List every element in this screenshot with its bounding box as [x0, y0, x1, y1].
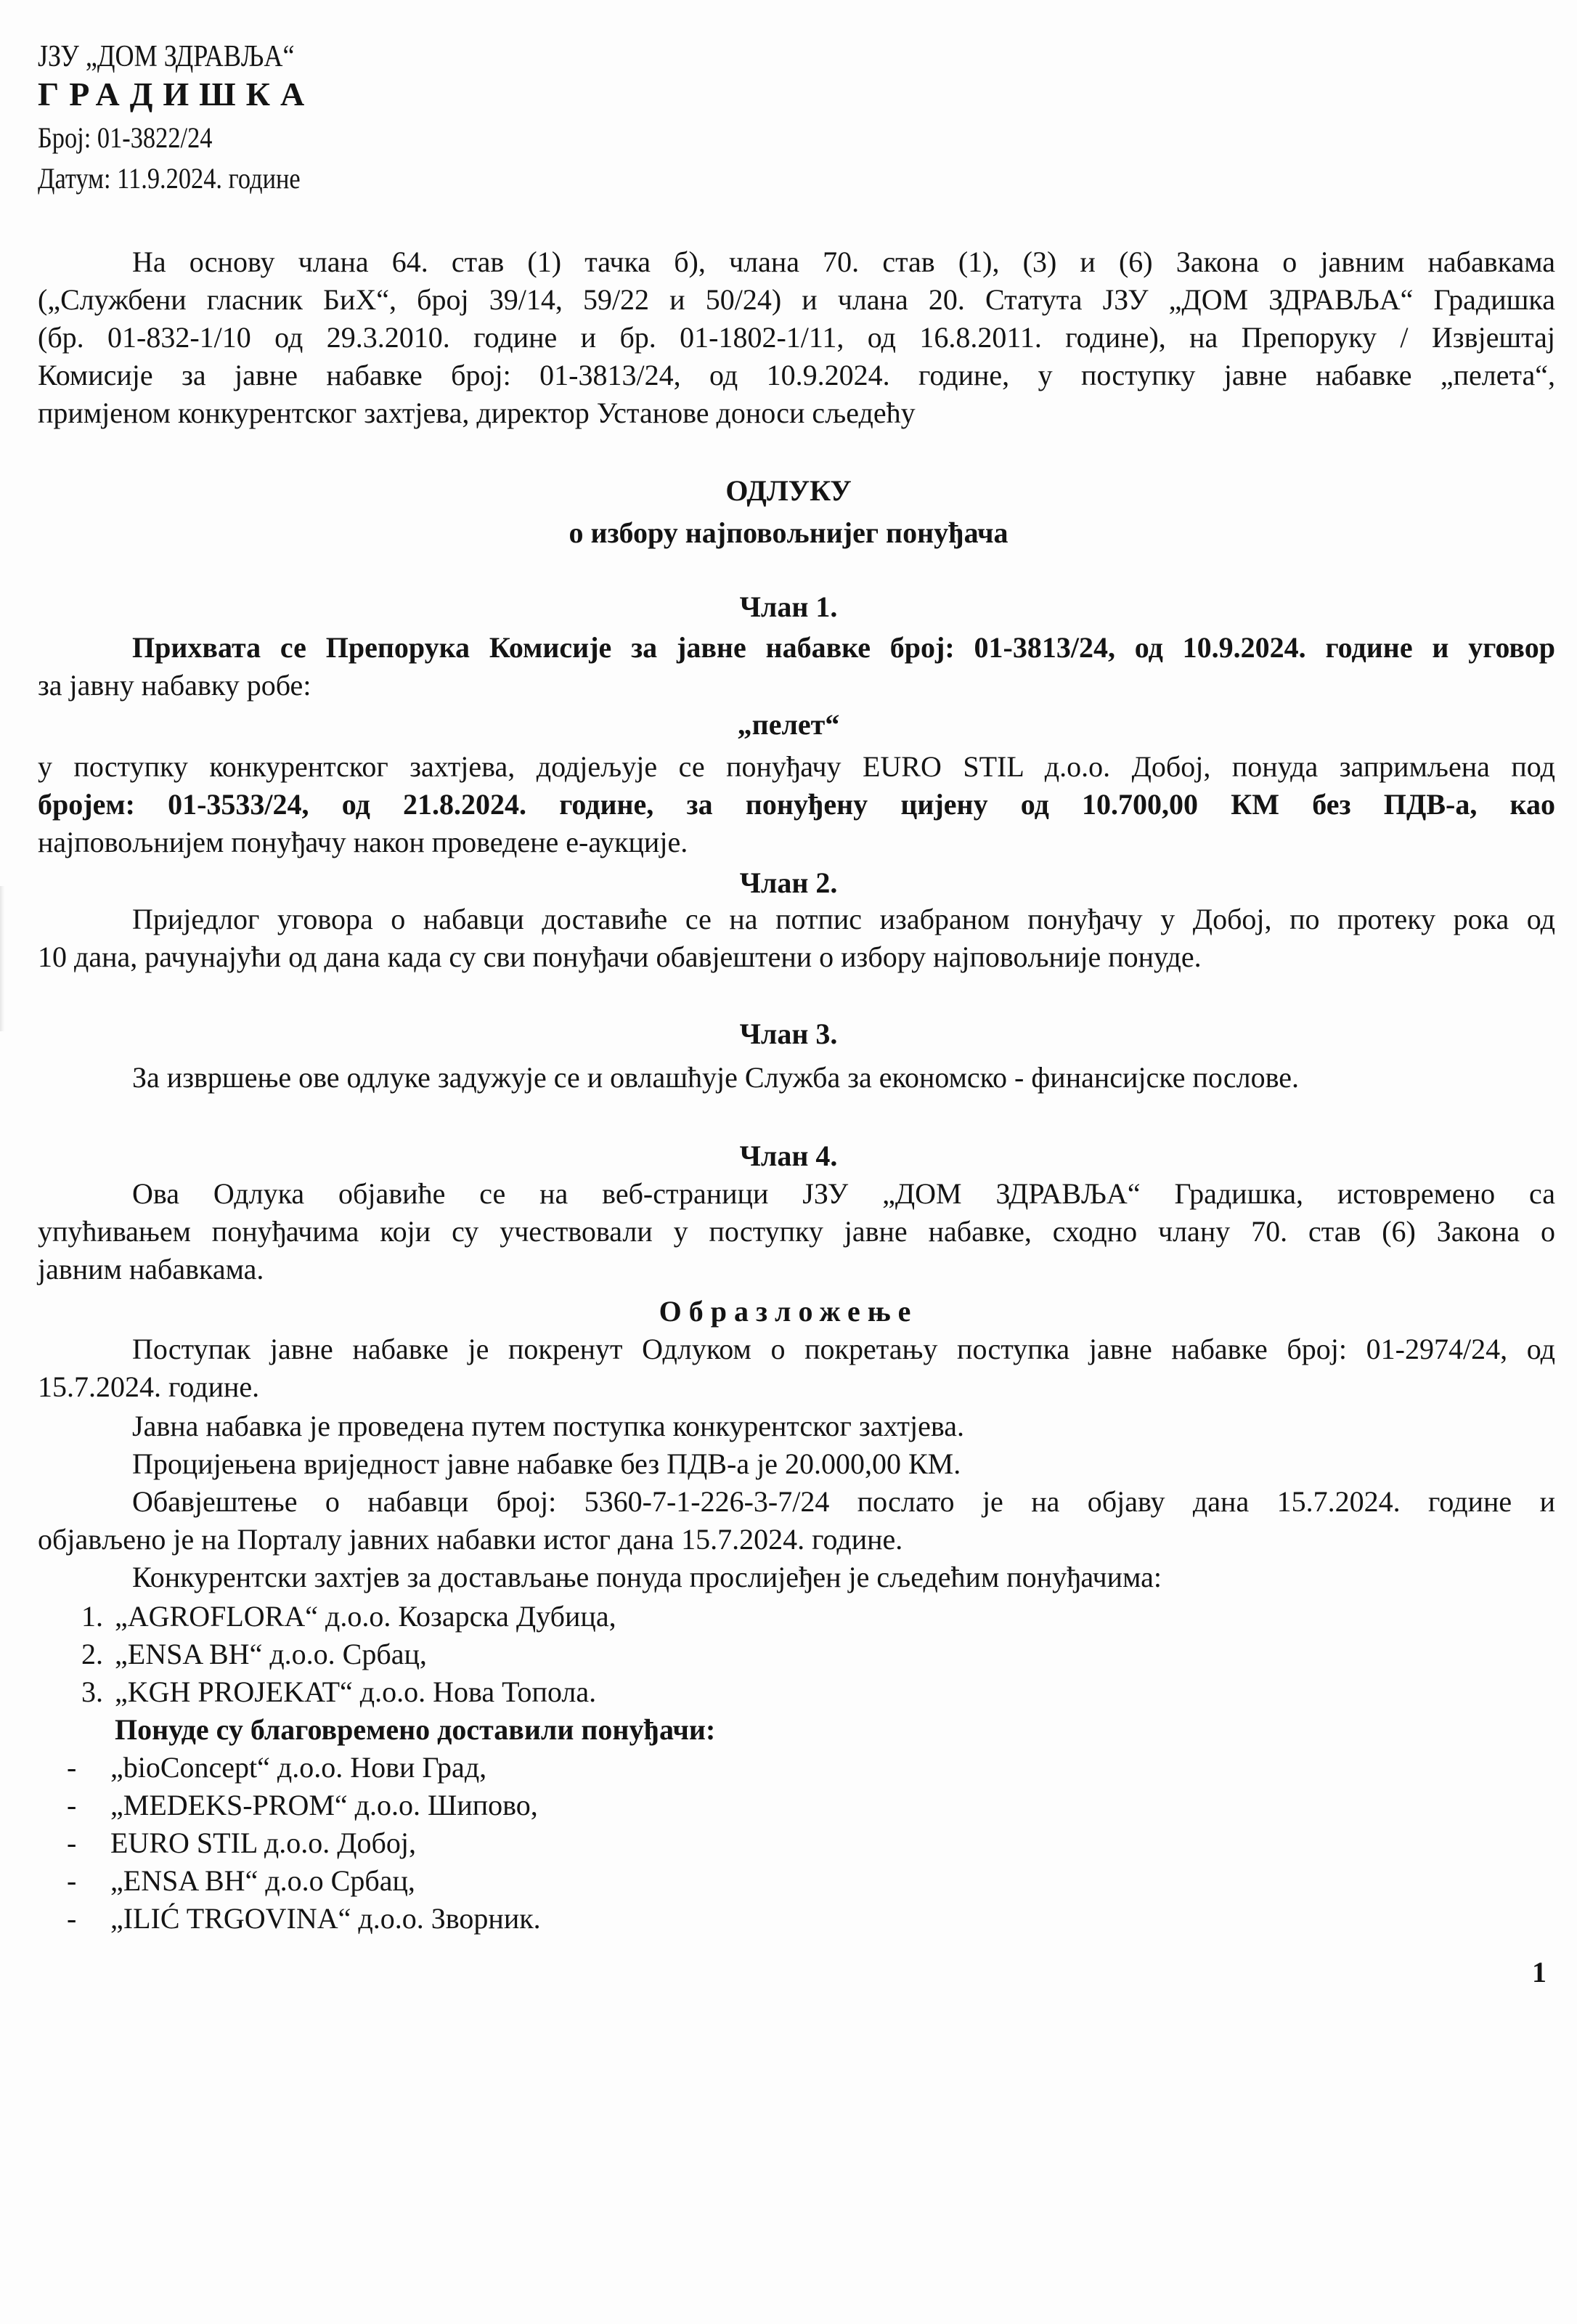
article-3-line: За извршење ове одлуке задужује се и овлашћује Служба за економско - финансијске послове.	[132, 1061, 1300, 1094]
scan-edge-shadow	[0, 886, 4, 1031]
document-number: Број: 01-3822/24	[38, 121, 213, 154]
list-number: 1.	[81, 1600, 103, 1633]
bidders-heading: Понуде су благовремено доставили понуђачи:	[115, 1713, 716, 1746]
bullet-dash: -	[67, 1751, 77, 1784]
document-date: Датум: 11.9.2024. године	[38, 162, 301, 195]
rationale-line: Поступак јавне набавке је покренут Одлуком о покретању поступка јавне набавке број: 01-2974/24, од	[132, 1333, 1555, 1365]
article-1-line: Прихвата се Препорука Комисије за јавне набавке број: 01-3813/24, од 10.9.2024. године и уговор	[132, 631, 1555, 664]
rationale-paragraph-1	[38, 1330, 1555, 1406]
award-line: најповољнијем понуђачу након проведене е-аукције.	[38, 826, 688, 858]
bidder-name: „bioConcept“ д.о.о. Нови Град,	[110, 1751, 487, 1784]
article-2-heading: Члан 2.	[739, 866, 838, 899]
bullet-dash: -	[67, 1827, 77, 1859]
bidder-name: „ILIĆ TRGOVINA“ д.о.о. Зворник.	[110, 1902, 541, 1935]
article-2-line: 10 дана, рачунајући од дана када су сви понуђачи обавјештени о избору најповољније понуде.	[38, 940, 1202, 973]
page-number: 1	[1532, 1956, 1547, 1988]
rationale-paragraph-5	[38, 1559, 1555, 1596]
rationale-line: Конкурентски захтјев за достављање понуда прослијеђен је сљедећим понуђачима:	[132, 1561, 1162, 1593]
article-4-heading: Члан 4.	[739, 1139, 838, 1172]
award-line: бројем: 01-3533/24, од 21.8.2024. године, за понуђену цијену од 10.700,00 КМ без ПДВ-а, као	[38, 788, 1555, 821]
rationale-paragraph-2	[38, 1407, 1555, 1445]
article-3-paragraph	[38, 1059, 1555, 1097]
institution-city: ГРАДИШКА	[38, 76, 315, 113]
rationale-line: Обавјештење о набавци број: 5360-7-1-226-3-7/24 послато је на објаву дана 15.7.2024. године и	[132, 1485, 1555, 1518]
bidder-name: „MEDEKS-PROM“ д.о.о. Шипово,	[110, 1789, 538, 1821]
rationale-line: Процијењена вриједност јавне набавке без ПДВ-а је 20.000,00 КМ.	[132, 1447, 961, 1480]
article-4-line: Ова Одлука објавиће се на веб-страници ЈЗУ „ДОМ ЗДРАВЉА“ Градишка, истовремено са	[132, 1177, 1555, 1210]
preamble-line: Комисије за јавне набавке број: 01-3813/24, од 10.9.2024. године, у поступку јавне набавке „пелета“,	[38, 359, 1555, 391]
bullet-dash: -	[67, 1902, 77, 1935]
preamble-line: примјеном конкурентског захтјева, директор Установе доноси сљедећу	[38, 397, 916, 429]
article-4-line: јавним набавкама.	[38, 1253, 264, 1285]
preamble-line: (бр. 01-832-1/10 од 29.3.2010. године и бр. 01-1802-1/11, од 16.8.2011. године), на Препоруку / Извјештај	[38, 321, 1555, 354]
invited-bidder-name: „ENSA BH“ д.о.о. Србац,	[115, 1638, 427, 1670]
rationale-line: Јавна набавка је проведена путем поступка конкурентског захтјева.	[132, 1410, 964, 1442]
preamble-paragraph	[38, 243, 1555, 432]
invited-bidder-name: „KGH PROJEKAT“ д.о.о. Нова Топола.	[115, 1675, 597, 1708]
list-number: 3.	[81, 1675, 103, 1708]
article-1-paragraph	[38, 629, 1555, 667]
rationale-paragraph-3	[38, 1445, 1555, 1483]
bidder-name: „ENSA BH“ д.о.о Србац,	[110, 1864, 415, 1897]
decision-subtitle: о избору најповољнијег понуђача	[569, 516, 1008, 549]
article-1-heading: Члан 1.	[739, 590, 838, 623]
rationale-heading: Образложење	[659, 1295, 918, 1328]
article-1-continuation	[38, 667, 1555, 704]
article-2-paragraph	[38, 901, 1555, 976]
bullet-dash: -	[67, 1864, 77, 1897]
institution-name: ЈЗУ „ДОМ ЗДРАВЉА“	[38, 40, 295, 73]
article-2-line: Приједлог уговора о набавци доставиће се на потпис изабраном понуђачу у Добој, по протеку рока од	[132, 903, 1555, 935]
award-paragraph	[38, 748, 1555, 861]
article-4-paragraph	[38, 1175, 1555, 1288]
bullet-dash: -	[67, 1789, 77, 1821]
procurement-item: „пелет“	[737, 708, 840, 741]
list-number: 2.	[81, 1638, 103, 1670]
bidder-name: EURO STIL д.о.о. Добој,	[110, 1827, 416, 1859]
preamble-line: На основу члана 64. став (1) тачка б), члана 70. став (1), (3) и (6) Закона о јавним набавкама	[132, 245, 1555, 278]
article-4-line: упућивањем понуђачима који су учествовали у поступку јавне набавке, сходно члану 70. став (6) Закона о	[38, 1215, 1555, 1248]
award-line: у поступку конкурентског захтјева, додјељује се понуђачу EURO STIL д.о.о. Добој, понуда запримљена под	[38, 750, 1555, 783]
decision-title: ОДЛУКУ	[725, 474, 852, 507]
rationale-line: објављено је на Порталу јавних набавки истог дана 15.7.2024. године.	[38, 1523, 903, 1556]
rationale-line: 15.7.2024. године.	[38, 1370, 260, 1403]
rationale-paragraph-4	[38, 1483, 1555, 1559]
article-3-heading: Члан 3.	[739, 1017, 838, 1050]
preamble-line: („Службени гласник БиХ“, број 39/14, 59/22 и 50/24) и члана 20. Статута ЈЗУ „ДОМ ЗДРАВЉА“ Градишка	[38, 283, 1555, 316]
invited-bidder-name: „AGROFLORA“ д.о.о. Козарска Дубица,	[115, 1600, 616, 1633]
article-1-line: за јавну набавку робе:	[38, 669, 311, 702]
